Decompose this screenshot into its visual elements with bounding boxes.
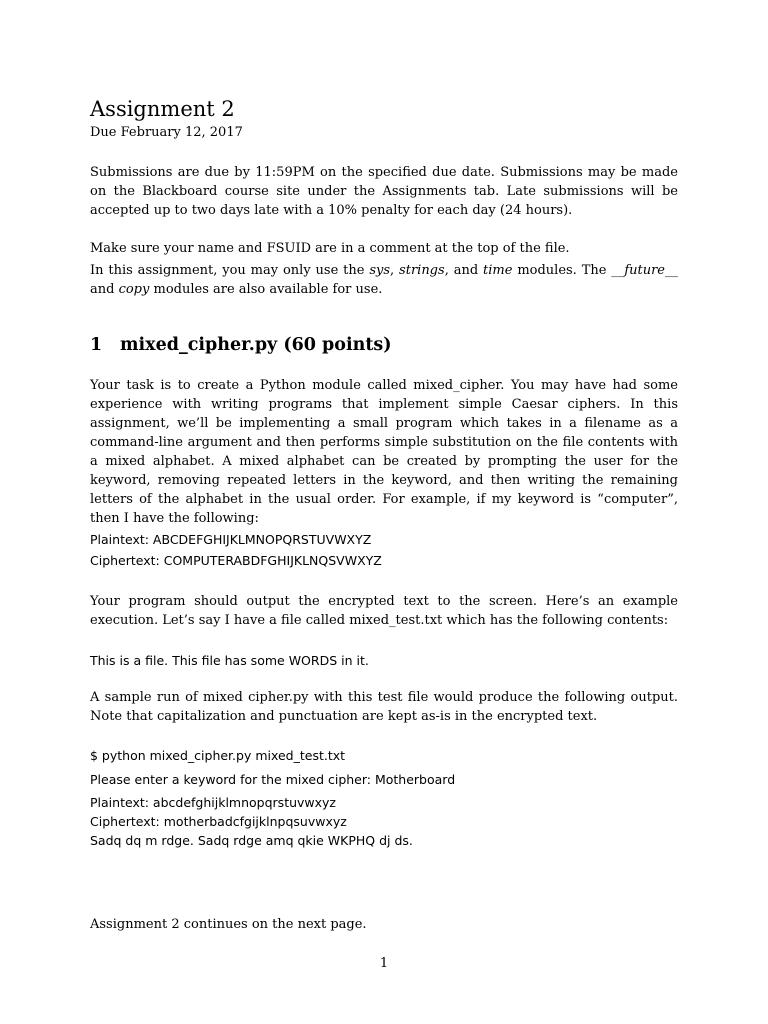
file-contents: This is a file. This file has some WORDS in it. <box>90 653 369 668</box>
due-date: Due February 12, 2017 <box>90 125 243 140</box>
sample-run-paragraph: A sample run of mixed cipher.py with this test file would produce the following output. Note that capitalization and punctuation are kept as-is in the encrypted text. <box>90 690 678 724</box>
page-number: 1 <box>379 956 389 971</box>
modules-note: In this assignment, you may only use the sys, strings, and time modules. The __future__ and copy modules are also available for use. <box>90 263 679 297</box>
example-plaintext: Plaintext: ABCDEFGHIJKLMNOPQRSTUVWXYZ <box>90 532 372 547</box>
submission-paragraph: Submissions are due by 11:59PM on the specified due date. Submissions may be made on the Blackboard course site under the Assignments tab. Late submissions will be accepted up to two days late with a 10% penalty for each day (24 hours). <box>90 165 678 218</box>
section-title: mixed_cipher.py (60 points) <box>120 335 392 355</box>
fsuid-note: Make sure your name and FSUID are in a comment at the top of the file. <box>90 241 570 256</box>
sample-run-output <box>90 745 678 850</box>
module-strings: strings <box>399 263 445 278</box>
section-heading <box>90 334 678 356</box>
sample-run-prompt: Please enter a keyword for the mixed cipher: Motherboard <box>90 772 456 787</box>
output-paragraph: Your program should output the encrypted text to the screen. Here’s an example execution. Let’s say I have a file called mixed_test.txt which has the following contents: <box>90 594 678 628</box>
module-future: __future__ <box>611 263 679 278</box>
continues-note: Assignment 2 continues on the next page. <box>90 917 367 932</box>
example-ciphertext: Ciphertext: COMPUTERABDFGHIJKLNQSVWXYZ <box>90 553 382 568</box>
sample-run-command: $ python mixed_cipher.py mixed_test.txt <box>90 748 346 763</box>
module-sys: sys <box>369 263 391 278</box>
section-number: 1 <box>90 335 103 355</box>
sample-run-plaintext: Plaintext: abcdefghijklmnopqrstuvwxyz <box>90 795 336 810</box>
module-time: time <box>483 263 513 278</box>
sample-run-result: Sadq dq m rdge. Sadq rdge amq qkie WKPHQ dj ds. <box>90 833 413 848</box>
task-paragraph: Your task is to create a Python module called mixed_cipher. You may have had some experience with writing programs that implement simple Caesar ciphers. In this assignment, we’ll be implementing a small program which takes in a filename as a command-line argument and then performs simple substitution on the file contents with a mixed alphabet. A mixed alphabet can be created by prompting the user for the keyword, removing repeated letters in the keyword, and then writing the remaining letters of the alphabet in the usual order. For example, if my keyword is “computer”, then I have the following: <box>90 378 678 526</box>
sample-run-ciphertext: Ciphertext: motherbadcfgijklnpqsuvwxyz <box>90 814 347 829</box>
module-copy: copy <box>118 282 150 297</box>
assignment-title: Assignment 2 <box>90 97 235 121</box>
example-alphabet <box>90 529 678 571</box>
